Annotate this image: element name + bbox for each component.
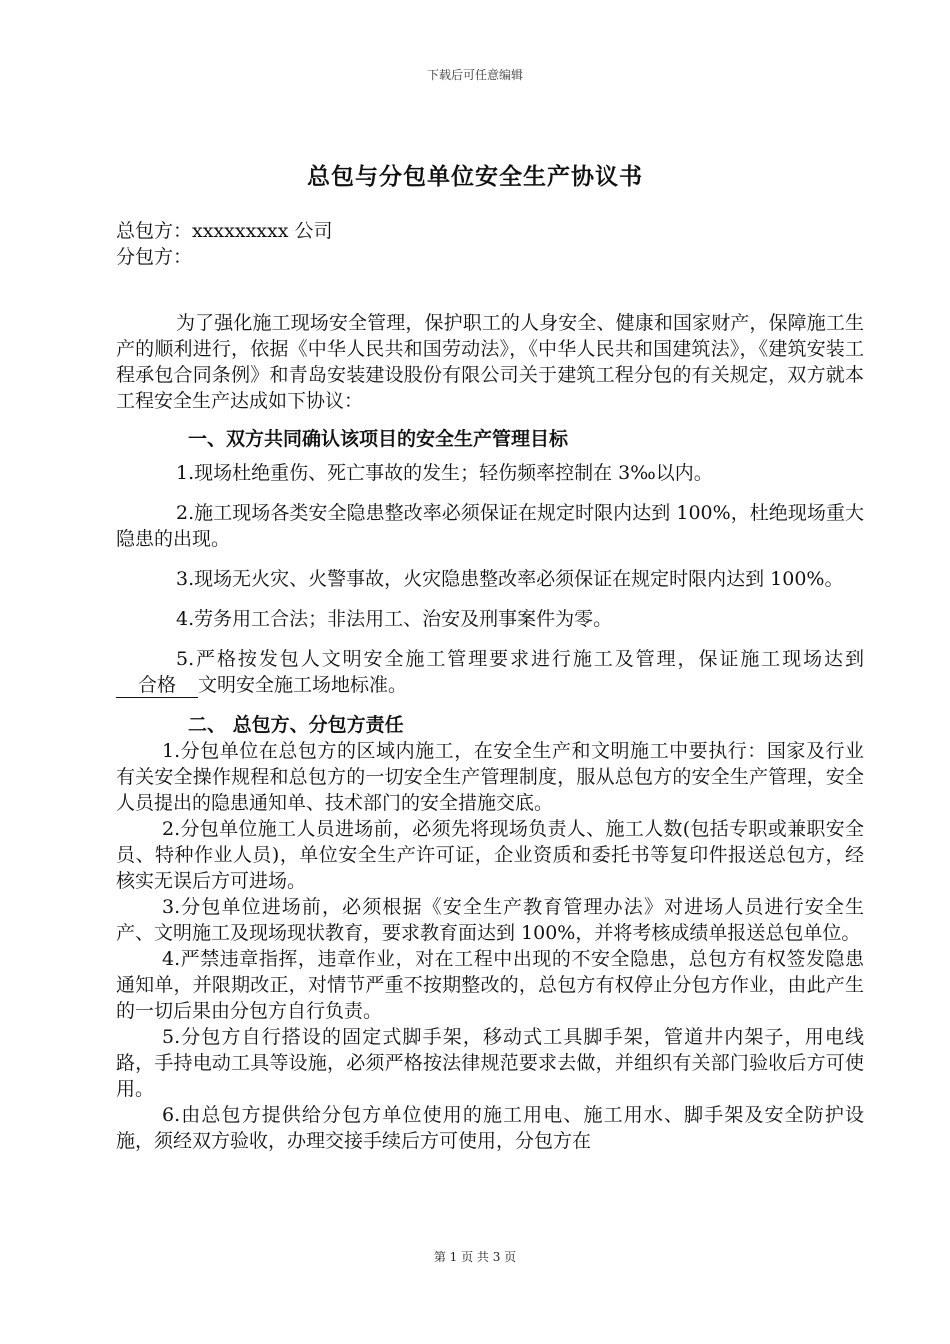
- general-contractor-line: 总包方：xxxxxxxxx 公司: [116, 220, 333, 242]
- responsibility-item-5: 5.分包方自行搭设的固定式脚手架，移动式工具脚手架，管道井内架子，用电线路，手持电动工具等设施，必须严格按法律规范要求去做，并组织有关部门验收后方可使用。: [116, 1026, 864, 1100]
- responsibility-item-1: 1.分包单位在总包方的区域内施工，在安全生产和文明施工中要执行：国家及行业有关安全操作规程和总包方的一切安全生产管理制度，服从总包方的安全生产管理，安全人员提出的隐患通知单、技术部门的安全措施交底。: [116, 740, 864, 814]
- document-body: [116, 218, 864, 1154]
- section-2-heading: 二、 总包方、分包方责任: [188, 714, 404, 736]
- page-header-note: 下载后可任意编辑: [426, 68, 523, 82]
- subcontractor-line: 分包方：: [116, 246, 193, 268]
- fill-in-blank-grade: 合格: [116, 673, 198, 698]
- goal-item-4: 4.劳务用工合法；非法用工、治安及刑事案件为零。: [176, 608, 613, 630]
- document-title: 总包与分包单位安全生产协议书: [307, 163, 643, 190]
- goal-item-5-tail: 文明安全施工场地标准。: [198, 674, 408, 696]
- goal-item-1: 1.现场杜绝重伤、死亡事故的发生；轻伤频率控制在 3‰以内。: [176, 462, 713, 484]
- responsibility-item-4: 4.严禁违章指挥，违章作业，对在工程中出现的不安全隐患，总包方有权签发隐患通知单，并限期改正，对情节严重不按期整改的，总包方有权停止分包方作业，由此产生的一切后果由分包方自行负责。: [116, 948, 864, 1022]
- section-1-heading: 一、双方共同确认该项目的安全生产管理目标: [188, 428, 569, 450]
- goal-item-2: 2.施工现场各类安全隐患整改率必须保证在规定时限内达到 100%，杜绝现场重大隐患的出现。: [116, 502, 864, 550]
- goal-item-5: [116, 646, 864, 698]
- responsibility-item-3: 3.分包单位进场前，必须根据《安全生产教育管理办法》对进场人员进行安全生产、文明施工及现场现状教育，要求教育面达到 100%，并将考核成绩单报送总包单位。: [116, 896, 864, 944]
- responsibility-item-2: 2.分包单位施工人员进场前，必须先将现场负责人、施工人数(包括专职或兼职安全员、特种作业人员)，单位安全生产许可证，企业资质和委托书等复印件报送总包方，经核实无误后方可进场。: [116, 818, 864, 892]
- preamble-paragraph: 为了强化施工现场安全管理，保护职工的人身安全、健康和国家财产，保障施工生产的顺利进行，依据《中华人民共和国劳动法》，《中华人民共和国建筑法》，《建筑安装工程承包合同条例》和青岛安装建设股份有限公司关于建筑工程分包的有关规定，双方就本工程安全生产达成如下协议：: [116, 312, 864, 412]
- page-footer: 第 1 页 共 3 页: [433, 1250, 517, 1264]
- responsibility-item-6: 6.由总包方提供给分包方单位使用的施工用电、施工用水、脚手架及安全防护设施，须经双方验收，办理交接手续后方可使用，分包方在: [116, 1104, 864, 1152]
- goal-item-3: 3.现场无火灾、火警事故，火灾隐患整改率必须保证在规定时限内达到 100%。: [176, 568, 844, 590]
- goal-item-5-text: 5.严格按发包人文明安全施工管理要求进行施工及管理，保证施工现场达到: [176, 648, 864, 670]
